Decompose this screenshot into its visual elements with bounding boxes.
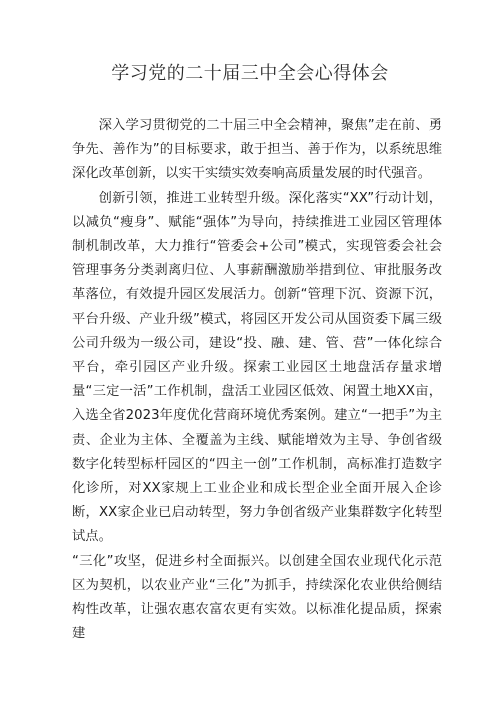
document-title: 学习党的二十届三中全会心得体会 bbox=[111, 63, 389, 84]
paragraph-industry: 创新引领，推进工业转型升级。深化落实“XX”行动计划，以减负“瘦身”、赋能“强体”为导向，持续推进工业园区管理体制机制改革，大力推行“管委会+公司”模式，实现管委会社会管理事务分类剥离归位、人事薪酬激励举措到位、审批服务改革落位，有效提升园区发展活力。创新“管理下沉、资源下沉，平台升级、产业升级”模式，将园区开发公司从国资委下属三级公司升级为一级公司，建设“投、融、建、管、营”一体化综合平台，牵引园区产业升级。探索工业园区土地盘活存量求增量“三定一活”工作机制，盘活工业园区低效、闲置土地XX亩，入选全省2023年度优化营商环境优秀案例。建立“一把手”为主责、企业为主体、全覆盖为主线、赋能增效为主导、争创省级数字化转型标杆园区的“四主一创”工作机制，高标准打造数字化诊所，对XX家规上工业企业和成长型企业全面开展入企诊断，XX家企业已启动转型，努力争创省级产业集群数字化转型试点。 bbox=[72, 190, 442, 545]
paragraph-rural: “三化”攻坚，促进乡村全面振兴。以创建全国农业现代化示范区为契机，以农业产业“三化”为抓手，持续深化农业供给侧结构性改革，让强农惠农富农更有实效。以标准化提品质，探索建 bbox=[72, 553, 442, 642]
document-body bbox=[72, 114, 442, 646]
paragraph-intro: 深入学习贯彻党的二十届三中全会精神，聚焦”走在前、勇争先、善作为”的目标要求，敢于担当、善于作为，以系统思维深化改革创新，以实干实绩实效奏响高质量发展的时代强音。 bbox=[72, 118, 442, 182]
